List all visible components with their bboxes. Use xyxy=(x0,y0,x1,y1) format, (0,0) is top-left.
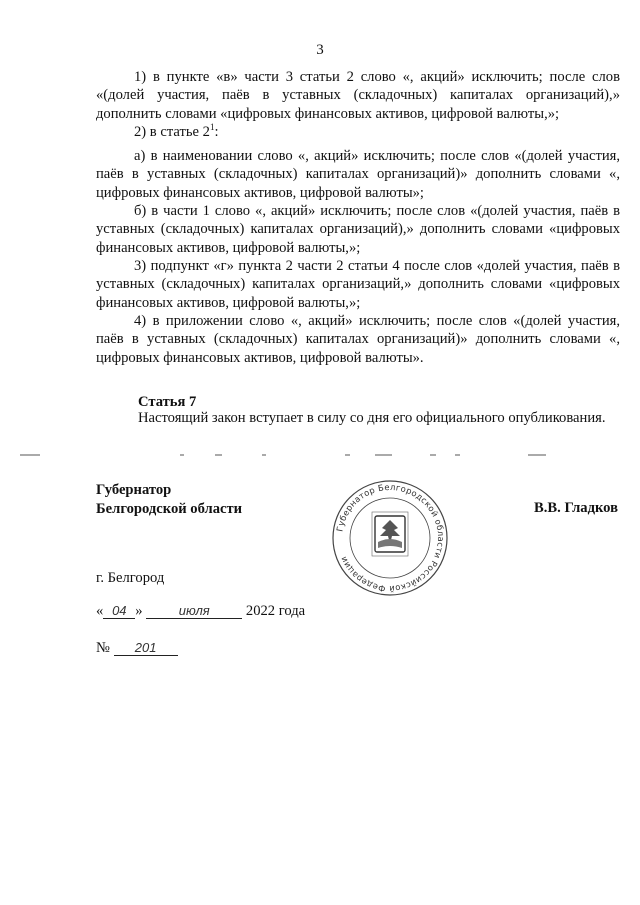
paragraph-2-text: 2) в статье 2 xyxy=(134,124,210,140)
paragraph-5: 3) подпункт «г» пункта 2 части 2 статьи 4 после слов «долей участия, паёв в уставных (складочных) капиталах организаций,» дополнить словами «цифровых финансовых активов, цифровой валюты,»; xyxy=(96,258,620,311)
number-label: № xyxy=(96,640,110,656)
page-number: 3 xyxy=(316,42,324,58)
date-month: июля xyxy=(146,603,242,619)
signatory-title xyxy=(96,481,242,519)
signatory-name: В.В. Гладков xyxy=(534,500,618,516)
paragraph-3: а) в наименовании слово «, акций» исключить; после слов «(долей участия, паёв в уставных (складочных) капиталах организаций)» дополнить словами «, цифровых финансовых активов, цифровой валюты»; xyxy=(96,148,620,201)
paragraph-2-superscript: 1 xyxy=(209,122,215,133)
seal-text: Губернатор Белгородской области Российской Федерации xyxy=(334,481,447,595)
article-text: Настоящий закон вступает в силу со дня его официального опубликования. xyxy=(138,410,606,426)
signatory-title-line2: Белгородской области xyxy=(96,501,243,517)
article-heading: Статья 7 xyxy=(138,394,197,410)
scan-artifact-line xyxy=(0,452,640,458)
paragraph-6: 4) в приложении слово «, акций» исключить; после слов «(долей участия, паёв в уставных (складочных) капиталах организаций)» дополнить словами «, цифровых финансовых активов, цифровой валюты». xyxy=(96,313,620,366)
city: г. Белгород xyxy=(96,570,165,586)
date-close-quote: » xyxy=(135,603,143,619)
signing-date xyxy=(96,603,305,620)
law-number xyxy=(96,640,178,657)
number-value: 201 xyxy=(114,640,178,656)
paragraph-2-suffix: : xyxy=(214,124,219,140)
date-open-quote: « xyxy=(96,603,104,619)
paragraph-4: б) в части 1 слово «, акций» исключить; после слов «(долей участия, паёв в уставных (складочных) капиталах организаций),» дополнить словами «цифровых финансовых активов, цифровой валюты,»; xyxy=(96,203,620,256)
date-day: 04 xyxy=(103,603,135,619)
signatory-title-line1: Губернатор xyxy=(96,482,172,498)
official-seal-stamp xyxy=(330,478,450,598)
date-year: 2022 года xyxy=(245,603,306,619)
paragraph-2 xyxy=(96,123,620,141)
paragraph-1: 1) в пункте «в» части 3 статьи 2 слово «, акций» исключить; после слов «(долей участия, паёв в уставных (складочных) капиталах организаций),» дополнить словами «цифровых финансовых активов, цифровой валюты,»; xyxy=(96,69,620,122)
